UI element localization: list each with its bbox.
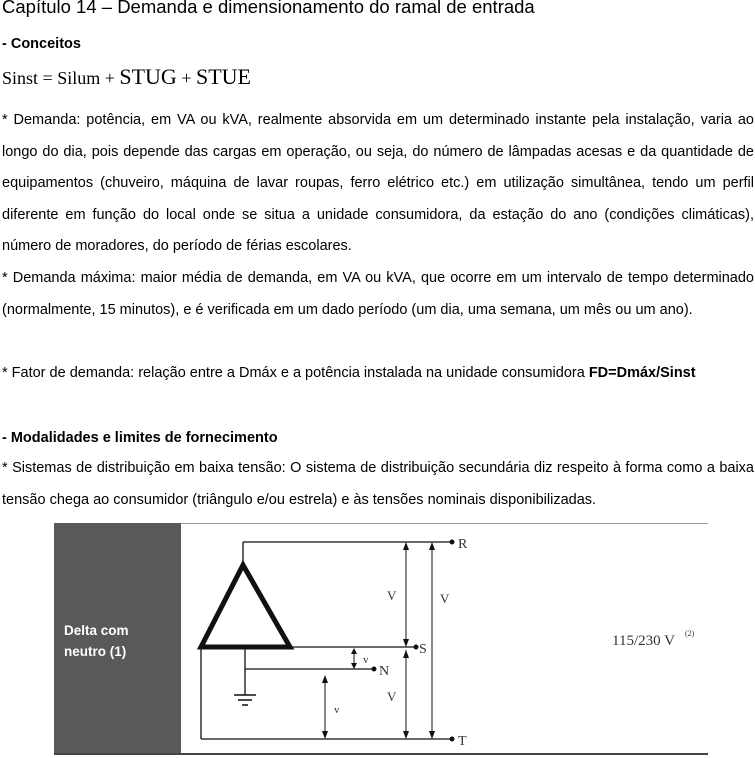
voltage-v-small-lower: v xyxy=(334,704,340,716)
terminal-s-label: S xyxy=(419,642,427,657)
formula-equals: = xyxy=(42,68,53,88)
chapter-title: Capítulo 14 – Demanda e dimensionamento do ramal de entrada xyxy=(2,0,535,17)
formula-plus-1: + xyxy=(104,68,115,88)
voltage-rating-note: (2) xyxy=(685,629,695,638)
formula-lhs: Sinst xyxy=(2,68,39,88)
formula-term-silum: Silum xyxy=(57,68,101,88)
terminal-r-label: R xyxy=(458,537,468,552)
voltage-v-small-upper: v xyxy=(363,654,369,666)
formula-term-stug: STUG xyxy=(119,64,177,89)
terminal-r-dot xyxy=(450,540,455,545)
terminal-n-label: N xyxy=(379,664,390,679)
formula-plus-2: + xyxy=(181,68,192,88)
fator-demanda-text: * Fator de demanda: relação entre a Dmáx e a potência instalada na unidade consumidora xyxy=(2,365,589,381)
diagram-label-line2: neutro (1) xyxy=(64,644,127,659)
voltage-v-right: V xyxy=(440,591,450,606)
voltage-v-upper: V xyxy=(387,588,397,603)
installed-power-formula xyxy=(2,64,251,90)
terminal-t-dot xyxy=(450,737,455,742)
voltage-rating: 115/230 V xyxy=(612,633,675,649)
paragraph-demanda-maxima: * Demanda máxima: maior média de demanda, em VA ou kVA, que ocorre em um intervalo de tempo determinado (normalmente, 15 minutos), e é verificada em um dado período (um dia, uma semana, um mês ou um ano). xyxy=(2,270,754,318)
section-heading-modalidades: - Modalidades e limites de fornecimento xyxy=(2,430,278,446)
voltage-v-lower: V xyxy=(387,689,397,704)
terminal-n-dot xyxy=(372,667,377,672)
delta-neutral-diagram xyxy=(54,523,708,756)
fator-demanda-formula: FD=Dmáx/Sinst xyxy=(588,365,696,381)
diagram-sidebar xyxy=(54,523,181,753)
paragraph-fator-demanda xyxy=(2,358,754,390)
diagram-label-line1: Delta com xyxy=(64,623,129,638)
paragraph-sistemas: * Sistemas de distribuição em baixa tensão: O sistema de distribuição secundária diz respeito à forma como a baixa tensão chega ao consumidor (triângulo e/ou estrela) e às tensões nominais disponibilizadas. xyxy=(2,460,754,508)
terminal-t-label: T xyxy=(458,734,467,749)
delta-circuit-svg xyxy=(54,523,708,756)
formula-term-stue: STUE xyxy=(195,64,251,89)
section-heading-conceitos: - Conceitos xyxy=(2,36,81,52)
terminal-s-dot xyxy=(414,645,419,650)
paragraph-demanda: * Demanda: potência, em VA ou kVA, realmente absorvida em um determinado instante pela instalação, varia ao longo do dia, pois depende das cargas em operação, ou seja, do número de lâmpadas acesas e da quantidade de equipamentos (chuveiro, máquina de lavar roupas, ferro elétrico etc.) em utilização simultânea, tendo um perfil diferente em função do local onde se situa a unidade consumidora, da estação do ano (condições climáticas), número de moradores, do período de férias escolares. xyxy=(2,112,754,255)
